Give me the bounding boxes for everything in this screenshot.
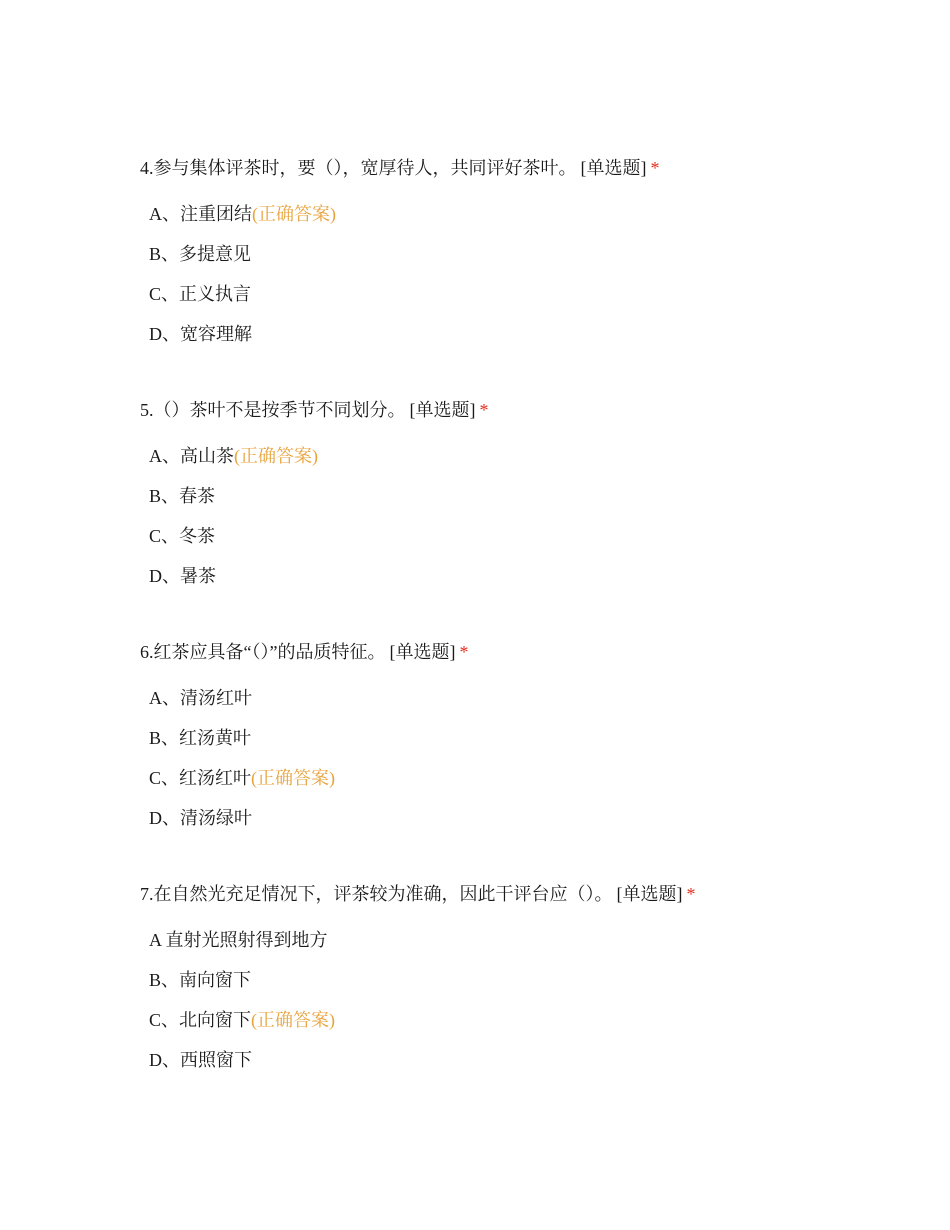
required-asterisk: * <box>650 158 660 178</box>
option-c <box>149 282 920 306</box>
option-list <box>140 686 920 830</box>
option-d <box>149 564 920 588</box>
option-label: D、清汤绿叶 <box>149 808 252 828</box>
option-label: A、注重团结 <box>149 204 252 224</box>
question-4 <box>140 156 920 362</box>
option-d <box>149 322 920 346</box>
option-list <box>140 444 920 588</box>
correct-answer-mark: (正确答案) <box>251 768 336 788</box>
option-label: C、红汤红叶 <box>149 768 252 788</box>
option-c <box>149 1008 920 1032</box>
option-label: C、正义执言 <box>149 284 252 304</box>
option-label: A、高山茶 <box>149 446 234 466</box>
question-6 <box>140 640 920 846</box>
option-label: C、北向窗下 <box>149 1010 252 1030</box>
option-d <box>149 806 920 830</box>
question-text: 4.参与集体评茶时，要（），宽厚待人，共同评好茶叶。 <box>140 158 577 178</box>
option-label: D、宽容理解 <box>149 324 252 344</box>
question-type-tag: [单选题] <box>616 884 683 904</box>
question-title <box>140 156 920 180</box>
question-title <box>140 640 920 664</box>
option-a <box>149 686 920 710</box>
question-type-tag: [单选题] <box>389 642 456 662</box>
option-a <box>149 928 920 952</box>
question-7 <box>140 882 920 1088</box>
option-b <box>149 242 920 266</box>
option-b <box>149 484 920 508</box>
option-label: B、春茶 <box>149 486 216 506</box>
option-label: D、暑茶 <box>149 566 216 586</box>
option-list <box>140 928 920 1072</box>
option-a <box>149 444 920 468</box>
option-a <box>149 202 920 226</box>
question-type-tag: [单选题] <box>409 400 476 420</box>
correct-answer-mark: (正确答案) <box>251 1010 336 1030</box>
option-label: B、红汤黄叶 <box>149 728 252 748</box>
option-label: A、清汤红叶 <box>149 688 252 708</box>
correct-answer-mark: (正确答案) <box>234 446 318 466</box>
required-asterisk: * <box>479 400 489 420</box>
question-text: 7.在自然光充足情况下，评茶较为准确，因此干评台应（）。 <box>140 884 613 904</box>
option-c <box>149 766 920 790</box>
option-label: B、南向窗下 <box>149 970 252 990</box>
option-label: C、冬茶 <box>149 526 216 546</box>
correct-answer-mark: (正确答案) <box>252 204 336 224</box>
question-text: 5.（）茶叶不是按季节不同划分。 <box>140 400 406 420</box>
option-d <box>149 1048 920 1072</box>
question-type-tag: [单选题] <box>580 158 647 178</box>
option-list <box>140 202 920 346</box>
option-b <box>149 968 920 992</box>
question-title <box>140 398 920 422</box>
required-asterisk: * <box>459 642 469 662</box>
question-title <box>140 882 920 906</box>
option-label: A 直射光照射得到地方 <box>149 930 328 950</box>
option-label: B、多提意见 <box>149 244 252 264</box>
question-5 <box>140 398 920 604</box>
option-label: D、西照窗下 <box>149 1050 252 1070</box>
option-c <box>149 524 920 548</box>
required-asterisk: * <box>686 884 696 904</box>
question-text: 6.红茶应具备“（）”的品质特征。 <box>140 642 386 662</box>
option-b <box>149 726 920 750</box>
